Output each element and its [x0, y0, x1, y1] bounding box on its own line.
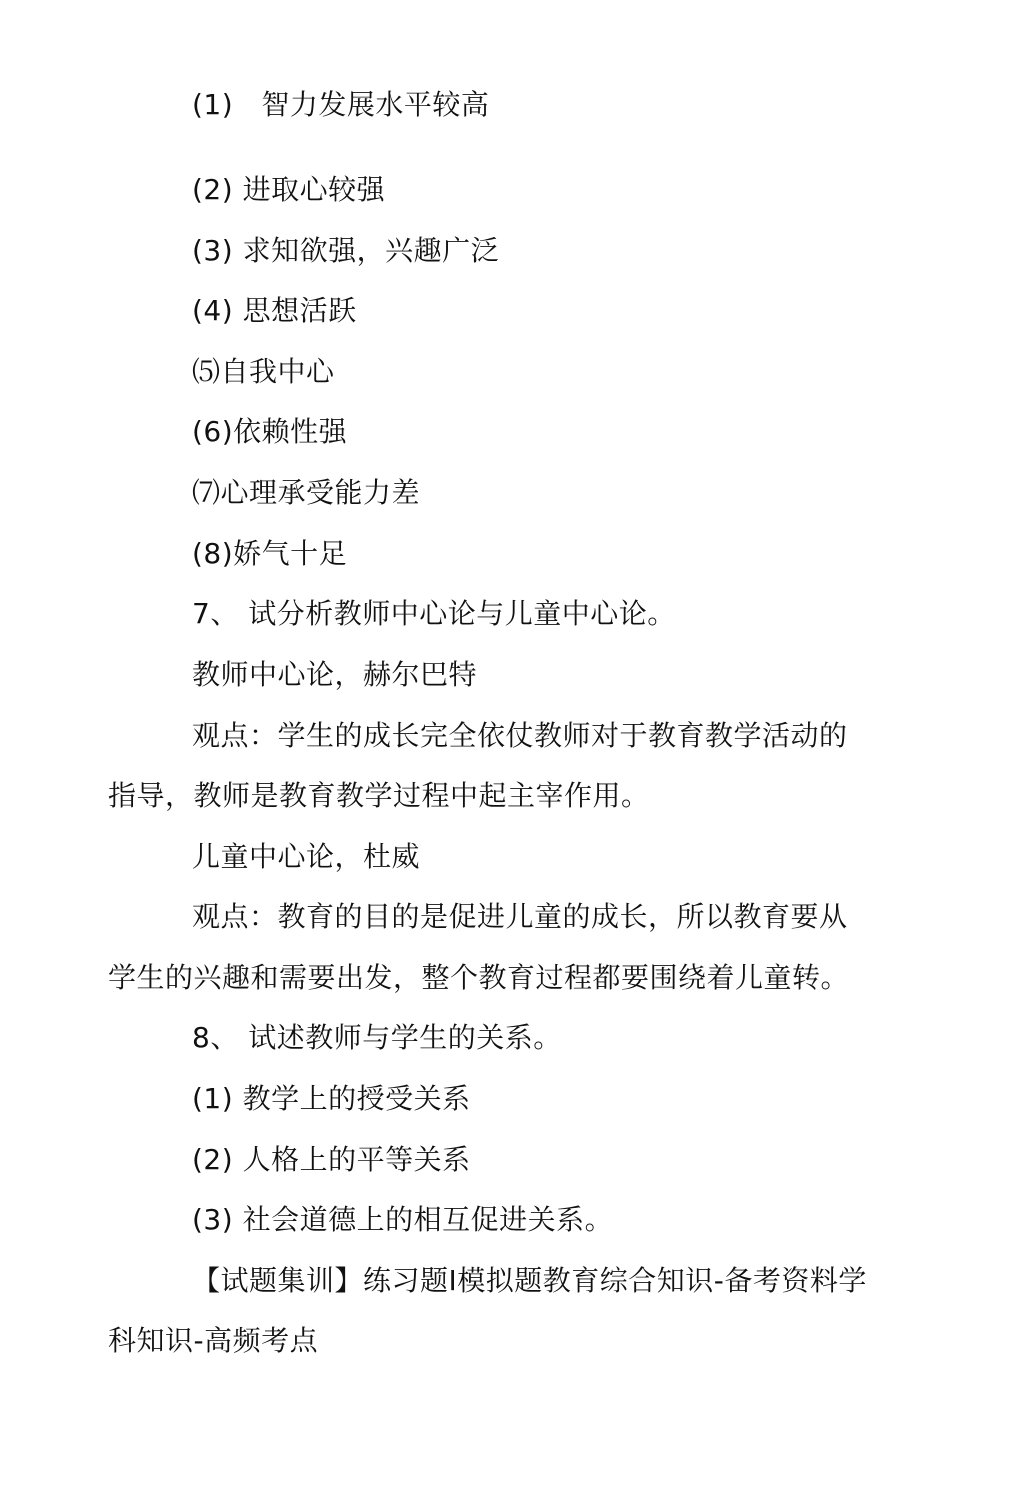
child-view-text: 观点：教育的目的是促进儿童的成长，所以教育要从: [192, 900, 848, 933]
list-item: (1) 教学上的授受关系: [192, 1082, 471, 1115]
child-center-heading: 儿童中心论，杜威: [192, 840, 421, 873]
list-item: (1) 智力发展水平较高: [192, 88, 490, 121]
list-item: (4) 思想活跃: [192, 294, 357, 327]
question-8-title: 8、 试述教师与学生的关系。: [192, 1021, 562, 1054]
list-item: (2) 人格上的平等关系: [192, 1143, 471, 1176]
list-item: (3) 求知欲强，兴趣广泛: [192, 234, 500, 267]
list-item: ⑸自我中心: [192, 355, 335, 388]
footer-text: 【试题集训】练习题I模拟题教育综合知识-备考资料学: [192, 1264, 867, 1297]
teacher-view-text-cont: 指导，教师是教育教学过程中起主宰作用。: [108, 779, 650, 812]
question-7-title: 7、 试分析教师中心论与儿童中心论。: [192, 597, 676, 630]
list-item: (6)依赖性强: [192, 415, 348, 448]
list-item: ⑺心理承受能力差: [192, 476, 421, 509]
teacher-view-text: 观点：学生的成长完全依仗教师对于教育教学活动的: [192, 719, 848, 752]
teacher-center-heading: 教师中心论，赫尔巴特: [192, 658, 478, 691]
footer-text-cont: 科知识-高频考点: [108, 1324, 319, 1357]
list-item: (3) 社会道德上的相互促进关系。: [192, 1203, 614, 1236]
list-item: (2) 进取心较强: [192, 173, 386, 206]
child-view-text-cont: 学生的兴趣和需要出发，整个教育过程都要围绕着儿童转。: [108, 961, 850, 994]
list-item: (8)娇气十足: [192, 537, 348, 570]
